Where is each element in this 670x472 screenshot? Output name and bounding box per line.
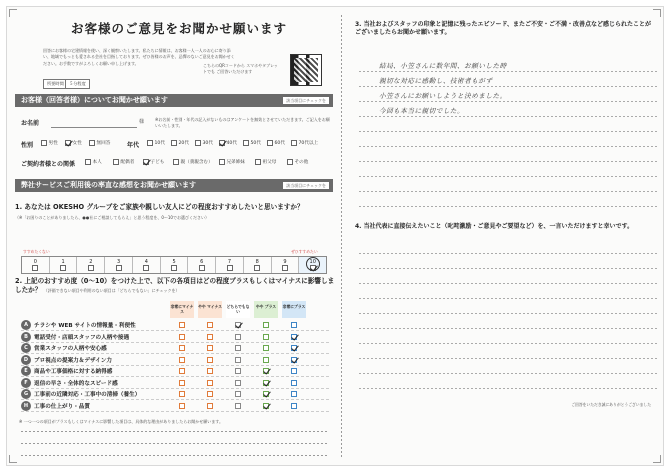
checkbox[interactable]: [195, 140, 201, 146]
checkbox[interactable]: [147, 140, 153, 146]
write-line[interactable]: [359, 206, 659, 207]
relation-option-self[interactable]: 本人: [85, 159, 102, 165]
age-option-40s[interactable]: 40代: [219, 140, 237, 146]
row-letter-badge: A: [21, 320, 31, 330]
write-line[interactable]: [359, 161, 659, 162]
checkbox[interactable]: [243, 140, 249, 146]
duration-value-tag: ５分程度: [65, 79, 90, 89]
rating-row-a: [21, 320, 329, 331]
scale-option-0[interactable]: [22, 257, 50, 273]
row-label: 工事の仕上がり・品質: [34, 403, 90, 410]
selection-circle-icon: [306, 257, 320, 271]
scale-option-5[interactable]: [161, 257, 189, 273]
scale-low-label: すすめたくない: [23, 249, 50, 254]
scale-option-7[interactable]: [216, 257, 244, 273]
thanks-text: ご回答をいただき誠にありがとうございました: [571, 402, 651, 407]
checkbox[interactable]: [235, 403, 241, 409]
rating-row-c: [21, 343, 329, 354]
checkbox[interactable]: [254, 265, 260, 271]
gender-option-male[interactable]: 男性: [41, 140, 58, 146]
write-line[interactable]: [359, 388, 659, 389]
name-suffix: 様: [139, 119, 145, 125]
checkbox[interactable]: [207, 322, 213, 328]
grid-column-header: やや プラス: [254, 301, 278, 318]
relation-option-parent[interactable]: 親（義親含む）: [173, 159, 213, 165]
checkbox[interactable]: [179, 403, 185, 409]
write-line[interactable]: [359, 358, 659, 359]
checkbox[interactable]: [291, 380, 297, 386]
duration-tag: 所要時間: [43, 79, 68, 89]
checkbox[interactable]: [235, 368, 241, 374]
checkbox[interactable]: [171, 265, 177, 271]
checkbox[interactable]: [179, 334, 185, 340]
checkbox-checked[interactable]: [263, 391, 269, 397]
q1-subtext: （※「お困りのことがありましたら、●●社にご相談してもらえ」と思う程度を、0〜10でお選びください）: [15, 215, 209, 220]
intro-text: 回答にお客様の宅建情報を使い、深く観察いたします。私たちに情報は、お客様一人一人のお心に寄り添い、地域でもっとも愛される会社を目指しております。ぜひ皆様のお声を、忌憚のないご意見をお聞かせください。お手数ですがよろしくお願い申し上げます。: [43, 48, 235, 66]
checkbox[interactable]: [199, 265, 205, 271]
handwritten-line: 今回も本当に親切でした。: [379, 107, 465, 115]
write-line[interactable]: [359, 283, 659, 284]
handwritten-line: 親切な対応に感動し、技術者もがず: [379, 77, 493, 85]
checkbox[interactable]: [207, 368, 213, 374]
checkbox[interactable]: [263, 334, 269, 340]
checkbox-checked[interactable]: [219, 140, 225, 146]
checkbox[interactable]: [291, 368, 297, 374]
write-line[interactable]: [359, 328, 659, 329]
survey-form: [6, 6, 664, 466]
checkbox[interactable]: [173, 159, 179, 165]
scale-option-label: 10: [309, 259, 316, 265]
checkbox[interactable]: [227, 265, 233, 271]
q2-footnote: ※ 一つ一つの項目がプラスもしくはマイナスに影響した項目は、具体的な理由がありましたらお聞かせ願います。: [19, 419, 223, 424]
row-letter-badge: F: [21, 378, 31, 388]
scale-option-label: 5: [172, 259, 176, 265]
checkbox[interactable]: [113, 159, 119, 165]
checkbox[interactable]: [179, 391, 185, 397]
qr-code-icon[interactable]: [290, 54, 322, 86]
checkbox[interactable]: [89, 140, 95, 146]
write-line[interactable]: [359, 313, 659, 314]
row-label: 工事前の近隣対応・工事中の清掃（養生）: [34, 392, 141, 398]
checkbox[interactable]: [287, 159, 293, 165]
checkbox[interactable]: [207, 345, 213, 351]
scale-option-9[interactable]: [272, 257, 300, 273]
checkbox-checked[interactable]: [235, 322, 241, 328]
write-line[interactable]: [359, 86, 659, 87]
grid-column-header: どちらでもない: [226, 301, 250, 318]
scale-option-label: 4: [144, 259, 148, 265]
column-divider: [341, 15, 342, 459]
scale-option-1[interactable]: [50, 257, 78, 273]
relation-label: ご契約者様との関係: [21, 161, 76, 168]
write-line[interactable]: [359, 191, 659, 192]
row-label: プロ視点の提案力＆デザイン力: [34, 357, 112, 364]
checkbox[interactable]: [207, 391, 213, 397]
write-line[interactable]: [359, 253, 659, 254]
row-letter-badge: G: [21, 389, 31, 399]
scale-option-3[interactable]: [105, 257, 133, 273]
write-line[interactable]: [359, 176, 659, 177]
checkbox-checked[interactable]: [291, 334, 297, 340]
checkbox[interactable]: [235, 334, 241, 340]
grid-column-header: 非常にマイナス: [170, 301, 194, 318]
q1-question: 1. あなたは OKESHO グループをご家族や親しい友人にどの程度おすすめしたいと思いますか？ （※「お困りのことがありましたら、●●社にご相談してもらえ」と思う程度を、0〜10でお選びください）: [15, 203, 335, 222]
checkbox[interactable]: [179, 357, 185, 363]
checkbox[interactable]: [207, 403, 213, 409]
checkbox[interactable]: [32, 265, 38, 271]
q2-question: 2. 上記のおすすめ度（0〜10）をつけた上で、以下の各項目はどの程度プラスもしくはマイナスに影響しましたか？ （評価できない項目や利用のない項目は「どちらでもない」にチェックを）: [15, 277, 335, 294]
age-label: 年代: [127, 142, 140, 149]
handwritten-line: 結局、小笠さんに数年間、お願いした時: [379, 62, 507, 70]
check-note: 該当項目にチェックを: [283, 97, 329, 104]
checkbox[interactable]: [263, 357, 269, 363]
checkbox[interactable]: [207, 380, 213, 386]
row-label: 電話受付・店頭スタッフの人柄や接遇: [34, 334, 130, 341]
relation-option-sibling[interactable]: 兄弟姉妹: [219, 159, 245, 165]
q2-subtext: （評価できない項目や利用のない項目は「どちらでもない」にチェックを）: [43, 288, 180, 293]
scale-option-2[interactable]: [77, 257, 105, 273]
relation-option-other[interactable]: その他: [287, 159, 308, 165]
row-letter-badge: E: [21, 366, 31, 376]
scale-option-10[interactable]: [299, 257, 326, 273]
row-label: 商品や工事価格に対する納得感: [34, 369, 113, 375]
qr-caption: こちらのQRコードから スマホやタブレットでも ご回答いただけます: [203, 63, 278, 74]
grid-column-header: 非常にプラス: [282, 301, 306, 318]
checkbox[interactable]: [60, 265, 66, 271]
checkbox[interactable]: [267, 140, 273, 146]
relation-option-child[interactable]: 子ども: [143, 159, 164, 165]
rating-row-e: [21, 366, 329, 377]
checkbox[interactable]: [235, 357, 241, 363]
left-column: [7, 7, 341, 467]
form-title: お客様のご意見をお聞かせ願います: [71, 21, 288, 36]
checkbox[interactable]: [263, 322, 269, 328]
write-line[interactable]: [359, 101, 659, 102]
scale-option-label: 3: [116, 259, 121, 265]
section-customer-header: [15, 94, 333, 107]
age-option-50s[interactable]: 50代: [243, 140, 261, 146]
age-option-60s[interactable]: 60代: [267, 140, 285, 146]
q3-question: 3. 当社およびスタッフの印象と記憶に残ったエピソード、またご不安・ご不満・改善点など感じられたことがございましたらお聞かせ願います。: [355, 21, 652, 36]
rating-row-h: [21, 401, 329, 412]
gender-option-none[interactable]: 無回答: [89, 140, 110, 146]
age-option-30s[interactable]: 30代: [195, 140, 213, 146]
checkbox[interactable]: [207, 357, 213, 363]
row-letter-badge: C: [21, 343, 31, 353]
checkbox[interactable]: [171, 140, 177, 146]
checkbox[interactable]: [143, 265, 149, 271]
gender-option-female[interactable]: 女性: [65, 140, 82, 146]
checkbox[interactable]: [179, 368, 185, 374]
age-option-20s[interactable]: 20代: [171, 140, 189, 146]
grid-column-header: やや マイナス: [198, 301, 222, 318]
age-option-10s[interactable]: 10代: [147, 140, 165, 146]
checkbox[interactable]: [179, 345, 185, 351]
gender-label: 性別: [21, 142, 34, 149]
checkbox-checked[interactable]: [263, 403, 269, 409]
checkbox-checked[interactable]: [263, 368, 269, 374]
q4-question: 4. 当社代表に直接伝えたいこと（叱咤激励・ご意見やご要望など）を、一言いただけますと幸いです。: [355, 223, 634, 230]
checkbox[interactable]: [219, 159, 225, 165]
section-service-title: 弊社サービスご利用後の率直な感想をお聞かせ願います: [21, 181, 196, 189]
row-label: 営業スタッフの人柄や安心感: [34, 346, 107, 352]
handwritten-line: 小笠さんにお願いしようと決めました。: [379, 92, 507, 100]
nps-scale: [21, 256, 327, 274]
scale-high-label: ぜひすすめたい: [291, 249, 318, 254]
write-line[interactable]: [21, 443, 329, 444]
checkbox[interactable]: [179, 380, 185, 386]
relation-option-spouse[interactable]: 配偶者: [113, 159, 134, 165]
scale-option-label: 2: [89, 259, 93, 265]
name-label: お名前: [21, 120, 40, 127]
checkbox-checked[interactable]: [263, 380, 269, 386]
rating-row-d: [21, 355, 329, 366]
checkbox-checked[interactable]: [65, 140, 71, 146]
row-letter-badge: H: [21, 401, 31, 411]
checkbox-checked[interactable]: [291, 345, 297, 351]
checkbox[interactable]: [291, 391, 297, 397]
write-line[interactable]: [359, 343, 659, 344]
section-service-header: [15, 179, 333, 192]
scale-option-6[interactable]: [188, 257, 216, 273]
checkbox[interactable]: [291, 403, 297, 409]
age-option-70plus[interactable]: 70代以上: [291, 140, 318, 146]
section-customer-title: お客様（回答者様）についてお聞かせ願います: [21, 96, 168, 104]
write-line[interactable]: [21, 431, 329, 432]
scale-option-4[interactable]: [133, 257, 161, 273]
row-letter-badge: B: [21, 332, 31, 342]
checkbox[interactable]: [88, 265, 94, 271]
row-label: チラシや WEB サイトの情報量・利便性: [34, 323, 136, 329]
relation-option-grandparent[interactable]: 祖父母: [255, 159, 276, 165]
checkbox[interactable]: [41, 140, 47, 146]
write-line[interactable]: [359, 71, 659, 72]
checkbox[interactable]: [291, 322, 297, 328]
rating-row-f: [21, 378, 329, 389]
checkbox[interactable]: [235, 391, 241, 397]
checkbox[interactable]: [235, 380, 241, 386]
write-line[interactable]: [359, 146, 659, 147]
scale-option-label: 1: [61, 259, 65, 265]
checkbox[interactable]: [116, 265, 122, 271]
checkbox[interactable]: [85, 159, 91, 165]
scale-option-label: 6: [200, 259, 204, 265]
checkbox[interactable]: [291, 140, 297, 146]
check-note: 該当項目にチェックを: [283, 182, 329, 189]
checkbox[interactable]: [255, 159, 261, 165]
checkbox-checked[interactable]: [291, 357, 297, 363]
write-line[interactable]: [359, 298, 659, 299]
right-column: [345, 7, 665, 467]
write-line[interactable]: [359, 116, 659, 117]
rating-row-g: [21, 389, 329, 400]
write-line[interactable]: [359, 131, 659, 132]
scale-option-label: 8: [255, 259, 259, 265]
scale-option-label: 7: [227, 259, 232, 265]
name-note: ※お名前・性別・年代の記入がないものはアンケートを無効とさせていただきます。ご記入をお願いいたします。: [155, 117, 330, 128]
scale-option-label: 0: [33, 259, 37, 265]
write-line[interactable]: [359, 268, 659, 269]
rating-grid: [21, 301, 329, 413]
scale-option-8[interactable]: [244, 257, 272, 273]
write-line[interactable]: [21, 455, 329, 456]
row-label: 返信の早さ・全体的なスピード感: [34, 380, 118, 387]
checkbox[interactable]: [235, 345, 241, 351]
write-line[interactable]: [359, 373, 659, 374]
name-field[interactable]: [51, 127, 137, 128]
rating-row-b: [21, 332, 329, 343]
checkbox[interactable]: [282, 265, 288, 271]
scale-option-label: 9: [283, 259, 287, 265]
checkbox[interactable]: [179, 322, 185, 328]
row-letter-badge: D: [21, 355, 31, 365]
checkbox-checked[interactable]: [143, 159, 149, 165]
checkbox[interactable]: [263, 345, 269, 351]
checkbox[interactable]: [207, 334, 213, 340]
